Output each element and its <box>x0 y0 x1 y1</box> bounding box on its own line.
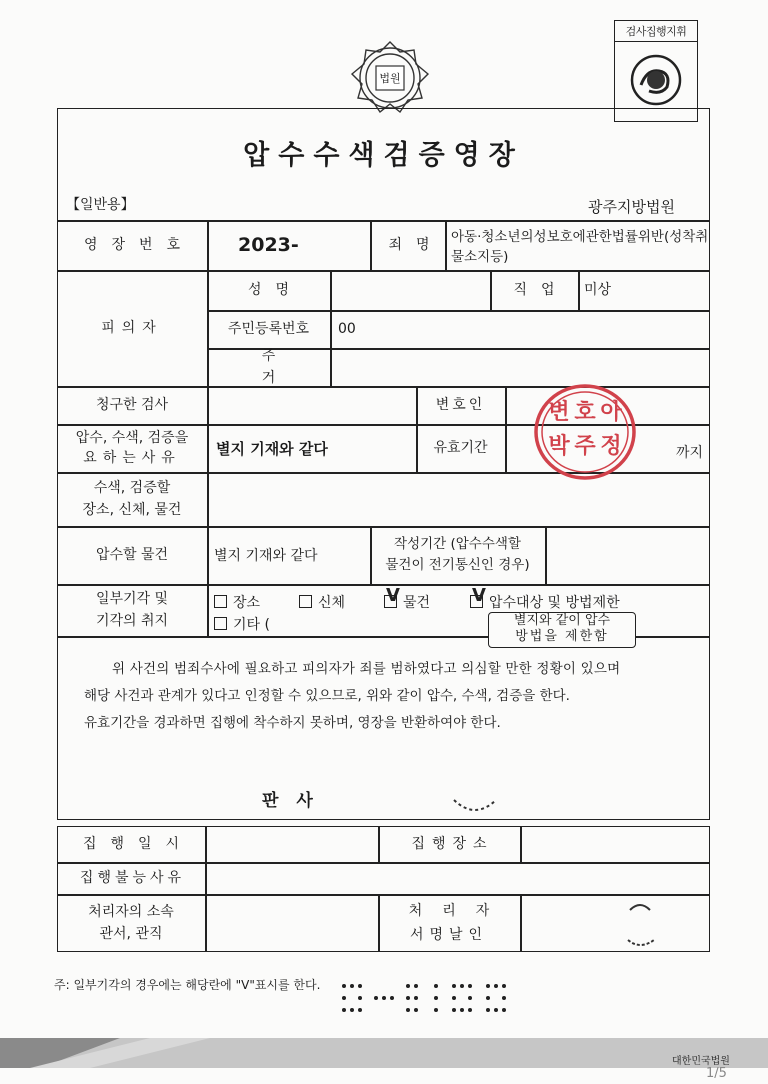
judge-label: 판사 <box>262 791 331 811</box>
checkbox-icon[interactable] <box>384 585 400 608</box>
suspect-name-label: 성명 <box>247 282 304 298</box>
prosecutor-label: 청구한 검사 <box>95 397 169 413</box>
stamp-seal-mark <box>625 49 687 111</box>
option-items[interactable] <box>384 585 431 612</box>
option-label: 물건 <box>403 595 431 611</box>
lawyer-seal <box>532 382 638 482</box>
suspect-address-label: 주거 <box>261 348 324 386</box>
lawyer-label: 변호인 <box>435 397 486 413</box>
period-label-line1: 작성기간 (압수수색할 <box>394 536 521 552</box>
reason-value: 별지 기재와 같다 <box>216 439 328 458</box>
stamp-label: 검사집행지휘 <box>615 21 697 42</box>
statement-line1: 위 사건의 범죄수사에 필요하고 피의자가 죄를 범하였다고 의심할 만한 정황이 있으며 <box>112 661 621 677</box>
checkbox-icon[interactable] <box>299 595 312 608</box>
option-label: 기타 ( <box>233 617 270 633</box>
footnote: 주: 일부기각의 경우에는 해당란에 "V"표시를 한다. <box>54 978 321 992</box>
form-type: 【일반용】 <box>66 197 135 213</box>
prosecution-stamp <box>614 20 698 122</box>
place-label-line1: 수색, 검증할 <box>93 480 171 496</box>
suspect-job-label: 직업 <box>513 282 569 298</box>
page-title: 압수수색검증영장 <box>243 139 524 171</box>
judge-seal-mark <box>450 794 500 818</box>
exec-place-label: 집행장소 <box>411 836 494 852</box>
items-value: 별지 기재와 같다 <box>214 548 318 564</box>
handler-sign-mark <box>620 896 660 952</box>
items-label: 압수할 물건 <box>95 547 169 563</box>
handler-sign-line1: 처리자 <box>408 903 510 919</box>
suspect-job-value: 미상 <box>584 282 612 298</box>
issuing-court: 광주지방법원 <box>588 198 675 216</box>
period-label-line2: 물건이 전기통신인 경우) <box>385 557 530 573</box>
reason-label-line1: 압수, 수색, 검증을 <box>75 430 189 446</box>
court-emblem <box>350 38 430 118</box>
checkbox-icon[interactable] <box>470 585 486 608</box>
handler-affil-line1: 처리자의 소속 <box>88 904 174 920</box>
statement-line2: 해당 사건과 관계가 있다고 인정할 수 있으므로, 위와 같이 압수, 수색, 검증을 한다. <box>84 688 570 704</box>
suspect-rrn-label: 주민등록번호 <box>227 321 310 337</box>
check-mark-icon: V <box>472 585 486 606</box>
seal-char: 박 <box>548 434 570 459</box>
period-label <box>370 526 545 584</box>
footer-band <box>0 1034 768 1084</box>
validity-label: 유효기간 <box>433 440 488 456</box>
seal-char: 주 <box>574 434 596 459</box>
checkbox-icon[interactable] <box>214 595 227 608</box>
place-label <box>57 472 207 526</box>
exec-datetime-label: 집행일시 <box>82 836 194 852</box>
option-other[interactable] <box>214 614 270 634</box>
option-label: 압수대상 및 방법제한 <box>489 595 620 611</box>
emblem-text: 법원 <box>379 72 401 85</box>
seal-char: 변 <box>548 400 570 425</box>
option-scope[interactable] <box>470 585 620 612</box>
option-body[interactable] <box>299 592 345 612</box>
handler-affil-label <box>57 894 205 952</box>
reason-label <box>57 424 207 472</box>
warrant-number-label: 영장번호 <box>83 237 195 253</box>
statement-line3: 유효기간을 경과하면 집행에 착수하지 못하며, 영장을 반환하여야 한다. <box>84 715 501 731</box>
partial-label <box>57 584 207 636</box>
footer-org: 대한민국법원 <box>672 1056 730 1067</box>
partial-label-line2: 기각의 취지 <box>95 613 169 629</box>
footer-page: 1/5 <box>706 1066 727 1081</box>
crime-label: 죄명 <box>388 237 444 253</box>
partial-label-line1: 일부기각 및 <box>95 591 169 607</box>
warrant-number-value: 2023- <box>238 234 299 256</box>
option-label: 신체 <box>318 595 346 611</box>
place-label-line2: 장소, 신체, 물건 <box>82 502 182 518</box>
handler-sign-line2: 서명날인 <box>409 927 489 943</box>
restriction-stamp-line2: 방법을 제한함 <box>515 629 609 644</box>
check-mark-icon: V <box>386 585 400 606</box>
handler-sign-label <box>378 894 520 952</box>
reason-label-line2: 요하는사유 <box>83 450 181 466</box>
option-place[interactable] <box>214 592 260 612</box>
validity-suffix: 까지 <box>676 445 704 461</box>
suspect-label: 피의자 <box>101 320 163 336</box>
exec-impossible-label: 집행불능사유 <box>79 870 186 886</box>
suspect-rrn-value: 00 <box>338 321 356 337</box>
seal-char: 정 <box>600 434 622 459</box>
statement <box>84 656 704 737</box>
option-label: 장소 <box>233 595 261 611</box>
seal-char: 호 <box>574 400 596 425</box>
crime-value: 아동·청소년의성보호에관한법률위반(성착취물소지등) <box>451 229 709 265</box>
suspect-name-value <box>338 270 488 310</box>
seal-char: 아 <box>600 400 622 425</box>
restriction-stamp <box>488 612 636 648</box>
checkbox-icon[interactable] <box>214 617 227 630</box>
dot-barcode <box>336 980 526 1016</box>
handler-affil-line2: 관서, 관직 <box>99 926 163 942</box>
restriction-stamp-line1: 별지와 같이 압수 <box>513 613 611 628</box>
